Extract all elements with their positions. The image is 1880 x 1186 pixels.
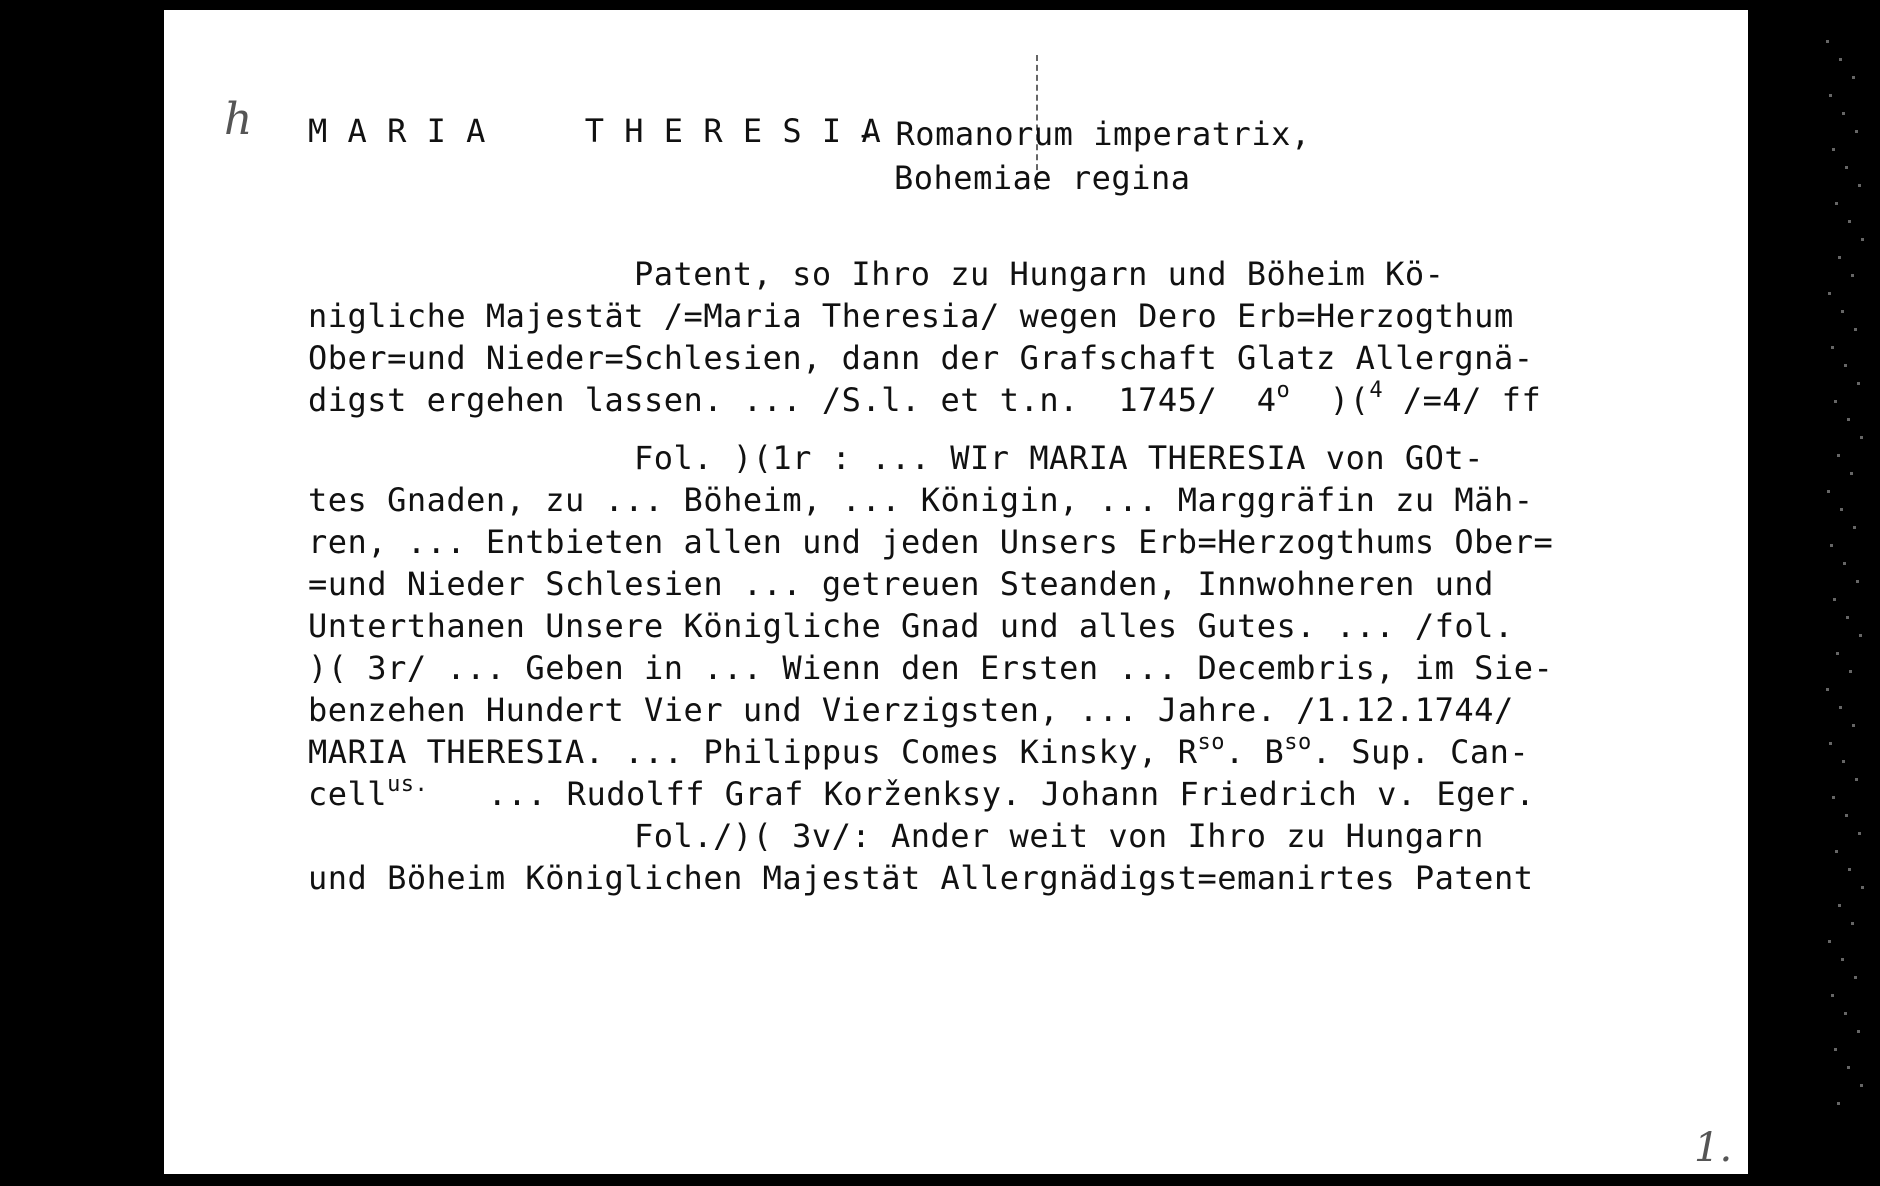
noise-dot	[1847, 418, 1850, 421]
noise-dot	[1846, 616, 1849, 619]
page-number: 1.	[1694, 1125, 1733, 1171]
body-line-10: )( 3r/ ... Geben in ... Wienn den Ersten ... Decembris, im Sie-	[308, 649, 1554, 687]
noise-dot	[1836, 652, 1839, 655]
noise-dot	[1851, 274, 1854, 277]
noise-dot	[1834, 400, 1837, 403]
body-line-5: Fol. )(1r : ... WIr MARIA THERESIA von GOt-	[634, 439, 1484, 477]
body-line-12: MARIA THERESIA. ... Philippus Comes Kinsky, $R^{so}$. $B^{so}$. Sup. Can-	[308, 730, 1530, 771]
noise-dot	[1842, 112, 1845, 115]
header-name: M A R I A T H E R E S I A	[308, 112, 882, 150]
noise-dot	[1855, 130, 1858, 133]
noise-dot	[1835, 202, 1838, 205]
noise-dot	[1838, 904, 1841, 907]
noise-dot	[1831, 346, 1834, 349]
noise-dot	[1831, 994, 1834, 997]
noise-dot	[1861, 886, 1864, 889]
noise-dot	[1843, 562, 1846, 565]
body-line-11: benzehen Hundert Vier und Vierzigsten, ... Jahre. /1.12.1744/	[308, 691, 1514, 729]
body-line-2: nigliche Majestät /=Maria Theresia/ wegen Dero Erb=Herzogthum	[308, 297, 1514, 335]
noise-dot	[1839, 58, 1842, 61]
noise-dot	[1861, 238, 1864, 241]
noise-dot	[1837, 1102, 1840, 1105]
body-line-14: Fol./)( 3v/: Ander weit von Ihro zu Hungarn	[634, 817, 1484, 855]
noise-dot	[1854, 976, 1857, 979]
noise-dot	[1829, 742, 1832, 745]
noise-dot	[1841, 958, 1844, 961]
noise-dot	[1851, 922, 1854, 925]
noise-dot	[1826, 688, 1829, 691]
noise-dot	[1860, 1084, 1863, 1087]
noise-dot	[1850, 472, 1853, 475]
noise-dot	[1849, 670, 1852, 673]
noise-dot	[1855, 778, 1858, 781]
body-line-8: =und Nieder Schlesien ... getreuen Steanden, Innwohneren und	[308, 565, 1494, 603]
noise-dot	[1832, 148, 1835, 151]
noise-dot	[1856, 580, 1859, 583]
body-line-3: Ober=und Nieder=Schlesien, dann der Grafschaft Glatz Allergnä-	[308, 339, 1534, 377]
handwritten-mark: h	[224, 94, 253, 145]
catalog-card	[164, 10, 1748, 1174]
noise-dot	[1830, 544, 1833, 547]
noise-dot	[1833, 598, 1836, 601]
body-line-4: digst ergehen lassen. ... /S.l. et t.n. 1745/ 4$^o$ )($^4$ /=4/ ff	[308, 378, 1542, 419]
noise-dot	[1838, 256, 1841, 259]
noise-dot	[1829, 94, 1832, 97]
body-line-7: ren, ... Entbieten allen und jeden Unsers Erb=Herzogthums Ober=	[308, 523, 1554, 561]
noise-dot	[1844, 1012, 1847, 1015]
noise-dot	[1853, 526, 1856, 529]
noise-dot	[1857, 1030, 1860, 1033]
noise-dot	[1839, 706, 1842, 709]
noise-dot	[1832, 796, 1835, 799]
noise-dot	[1848, 868, 1851, 871]
body-line-6: tes Gnaden, zu ... Böheim, ... Königin, ... Marggräfin zu Mäh-	[308, 481, 1534, 519]
noise-dot	[1848, 220, 1851, 223]
noise-dot	[1858, 184, 1861, 187]
noise-dot	[1841, 310, 1844, 313]
body-line-15: und Böheim Königlichen Majestät Allergnädigst=emanirtes Patent	[308, 859, 1534, 897]
header-title-2: Bohemiae regina	[894, 159, 1191, 197]
noise-dot	[1828, 940, 1831, 943]
noise-dot	[1860, 436, 1863, 439]
header-title-1: - Romanorum imperatrix,	[856, 115, 1311, 153]
body-line-1: Patent, so Ihro zu Hungarn und Böheim Kö-	[634, 255, 1445, 293]
noise-dot	[1854, 328, 1857, 331]
noise-dot	[1852, 724, 1855, 727]
noise-dot	[1859, 634, 1862, 637]
noise-dot	[1840, 508, 1843, 511]
body-line-13: cell$^{us.}$ ... Rudolff Graf Korženksy. Johann Friedrich v. Eger.	[308, 772, 1536, 813]
scan-noise	[1826, 40, 1866, 1140]
noise-dot	[1837, 454, 1840, 457]
noise-dot	[1858, 832, 1861, 835]
noise-dot	[1834, 1048, 1837, 1051]
noise-dot	[1852, 76, 1855, 79]
noise-dot	[1828, 292, 1831, 295]
noise-dot	[1847, 1066, 1850, 1069]
noise-dot	[1857, 382, 1860, 385]
noise-dot	[1827, 490, 1830, 493]
noise-dot	[1826, 40, 1829, 43]
body-line-9: Unterthanen Unsere Königliche Gnad und alles Gutes. ... /fol.	[308, 607, 1514, 645]
noise-dot	[1835, 850, 1838, 853]
noise-dot	[1845, 166, 1848, 169]
noise-dot	[1845, 814, 1848, 817]
noise-dot	[1842, 760, 1845, 763]
noise-dot	[1844, 364, 1847, 367]
